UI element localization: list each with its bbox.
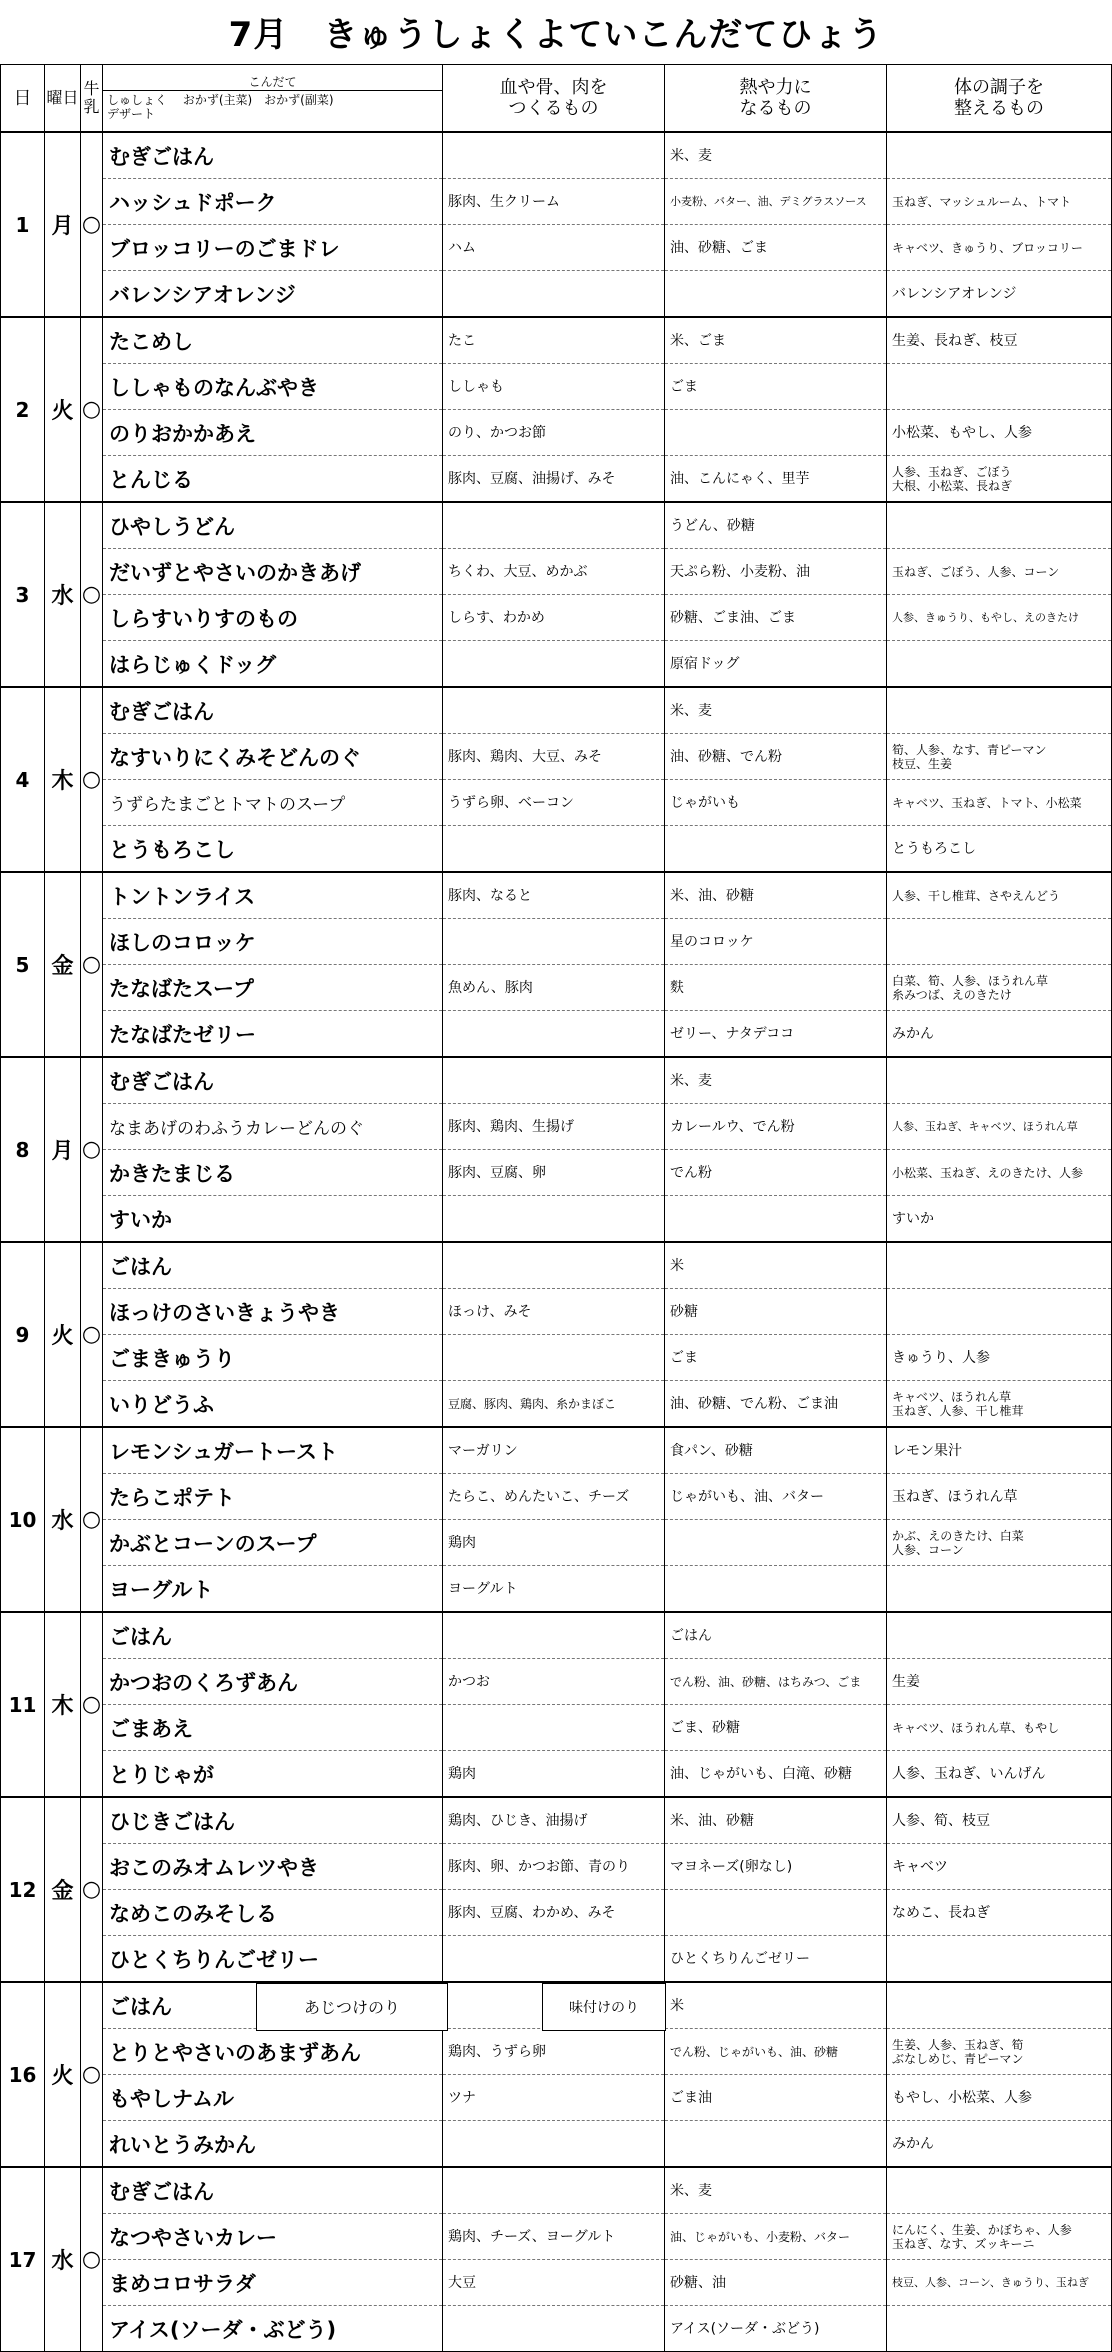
red-group-ingredients: 豆腐、豚肉、鶏肉、糸かまぼこ	[443, 1381, 665, 1428]
dish-name: はらじゅくドッグ	[103, 641, 443, 688]
weekday-cell: 水	[45, 502, 81, 687]
weekday-cell: 金	[45, 1797, 81, 1982]
green-group-ingredients: 生姜	[887, 1659, 1112, 1705]
yellow-group-ingredients: 星のコロッケ	[665, 919, 887, 965]
red-group-ingredients: 豚肉、卵、かつお節、青のり	[443, 1844, 665, 1890]
green-group-ingredients: キャベツ、ほうれん草 玉ねぎ、人参、干し椎茸	[887, 1381, 1112, 1428]
green-group-ingredients: 人参、干し椎茸、さやえんどう	[887, 872, 1112, 919]
dish-name: すいか	[103, 1196, 443, 1243]
weekday-cell: 火	[45, 317, 81, 502]
green-group-ingredients	[887, 1566, 1112, 1613]
green-group-ingredients: なめこ、長ねぎ	[887, 1890, 1112, 1936]
yellow-group-ingredients: マヨネーズ(卵なし)	[665, 1844, 887, 1890]
dish-name: ヨーグルト	[103, 1566, 443, 1613]
yellow-group-ingredients: 天ぷら粉、小麦粉、油	[665, 549, 887, 595]
weekday-cell: 月	[45, 1057, 81, 1242]
dish-name: ハッシュドポーク	[103, 179, 443, 225]
red-group-ingredients: 豚肉、生クリーム	[443, 179, 665, 225]
dish-name: まめコロサラダ	[103, 2260, 443, 2306]
dish-name: とりとやさいのあまずあん	[103, 2029, 443, 2075]
red-group-ingredients: 豚肉、豆腐、卵	[443, 1150, 665, 1196]
green-group-ingredients: バレンシアオレンジ	[887, 271, 1112, 318]
weekday-cell: 月	[45, 132, 81, 317]
menu-row	[1, 1011, 1112, 1058]
weekday-cell: 火	[45, 1982, 81, 2167]
menu-row	[1, 1751, 1112, 1798]
green-group-ingredients	[887, 364, 1112, 410]
day-cell: 2	[1, 317, 45, 502]
green-group-ingredients	[887, 1982, 1112, 2029]
day-cell: 9	[1, 1242, 45, 1427]
yellow-group-ingredients	[665, 2121, 887, 2168]
yellow-group-ingredients: 砂糖、油	[665, 2260, 887, 2306]
header-kondate-sub1: しゅしょく おかず(主菜) おかず(副菜)	[107, 93, 334, 107]
red-group-ingredients: 鶏肉、うずら卵	[443, 2029, 665, 2075]
milk-cell: ○	[81, 502, 103, 687]
green-group-ingredients	[887, 919, 1112, 965]
dish-name: かぶとコーンのスープ	[103, 1520, 443, 1566]
day-cell: 10	[1, 1427, 45, 1612]
menu-row	[1, 132, 1112, 179]
header-dow: 曜日	[45, 65, 81, 133]
dish-name: ブロッコリーのごまドレ	[103, 225, 443, 271]
milk-cell: ○	[81, 1242, 103, 1427]
red-group-ingredients	[443, 687, 665, 734]
green-group-ingredients: キャベツ	[887, 1844, 1112, 1890]
milk-cell: ○	[81, 1057, 103, 1242]
green-group-ingredients: すいか	[887, 1196, 1112, 1243]
menu-row	[1, 2121, 1112, 2168]
menu-row	[1, 2306, 1112, 2352]
milk-cell: ○	[81, 1427, 103, 1612]
milk-cell: ○	[81, 2167, 103, 2352]
red-group-ingredients: 鶏肉	[443, 1751, 665, 1798]
green-group-ingredients: 小松菜、もやし、人参	[887, 410, 1112, 456]
yellow-group-ingredients	[665, 1196, 887, 1243]
dish-name: ほっけのさいきょうやき	[103, 1289, 443, 1335]
dish-name: おこのみオムレツやき	[103, 1844, 443, 1890]
dish-name: かつおのくろずあん	[103, 1659, 443, 1705]
red-group-ingredients	[443, 1011, 665, 1058]
yellow-group-ingredients: 原宿ドッグ	[665, 641, 887, 688]
green-group-ingredients: 玉ねぎ、マッシュルーム、トマト	[887, 179, 1112, 225]
green-group-ingredients	[887, 2167, 1112, 2214]
green-group-ingredients: 生姜、長ねぎ、枝豆	[887, 317, 1112, 364]
menu-row	[1, 687, 1112, 734]
red-group-ingredients	[443, 1335, 665, 1381]
red-group-ingredients: ほっけ、みそ	[443, 1289, 665, 1335]
dish-name: むぎごはん	[103, 1057, 443, 1104]
menu-row	[1, 2214, 1112, 2260]
yellow-group-ingredients: 小麦粉、バター、油、デミグラスソース	[665, 179, 887, 225]
green-group-ingredients: キャベツ、ほうれん草、もやし	[887, 1705, 1112, 1751]
dish-name: たらこポテト	[103, 1474, 443, 1520]
red-group-ingredients: 大豆	[443, 2260, 665, 2306]
dish-name: とりじゃが	[103, 1751, 443, 1798]
menu-row	[1, 1844, 1112, 1890]
red-group-ingredients	[443, 2306, 665, 2352]
menu-row	[1, 2075, 1112, 2121]
red-group-ingredients	[443, 1196, 665, 1243]
menu-row	[1, 1289, 1112, 1335]
yellow-group-ingredients: 砂糖、ごま油、ごま	[665, 595, 887, 641]
menu-row	[1, 364, 1112, 410]
yellow-group-ingredients: 米、麦	[665, 2167, 887, 2214]
dish-name: なすいりにくみそどんのぐ	[103, 734, 443, 780]
yellow-group-ingredients: ひとくちりんごゼリー	[665, 1936, 887, 1983]
menu-row	[1, 1890, 1112, 1936]
green-group-ingredients: キャベツ、玉ねぎ、トマト、小松菜	[887, 780, 1112, 826]
red-group-ingredients	[443, 2167, 665, 2214]
red-group-ingredients: 魚めん、豚肉	[443, 965, 665, 1011]
yellow-group-ingredients: ゼリー、ナタデココ	[665, 1011, 887, 1058]
green-group-ingredients	[887, 1936, 1112, 1983]
header-kondate-sub2: デザート	[107, 107, 156, 121]
yellow-group-ingredients: アイス(ソーダ・ぶどう)	[665, 2306, 887, 2352]
dish-name: とんじる	[103, 456, 443, 503]
red-group-ingredients: ハム	[443, 225, 665, 271]
dish-name: ごはん	[103, 1982, 443, 2029]
green-group-ingredients	[887, 502, 1112, 549]
menu-row	[1, 179, 1112, 225]
dish-name: かきたまじる	[103, 1150, 443, 1196]
yellow-group-ingredients	[665, 1566, 887, 1613]
dish-name: トントンライス	[103, 872, 443, 919]
menu-row	[1, 965, 1112, 1011]
milk-cell: ○	[81, 1612, 103, 1797]
red-group-ingredients: かつお	[443, 1659, 665, 1705]
green-group-ingredients: 人参、きゅうり、もやし、えのきたけ	[887, 595, 1112, 641]
yellow-group-ingredients: 米、麦	[665, 132, 887, 179]
yellow-group-ingredients: 米、油、砂糖	[665, 872, 887, 919]
dish-name: しらすいりすのもの	[103, 595, 443, 641]
menu-row	[1, 2167, 1112, 2214]
dish-name: たなばたスープ	[103, 965, 443, 1011]
red-group-ingredients: ヨーグルト	[443, 1566, 665, 1613]
yellow-group-ingredients: でん粉、じゃがいも、油、砂糖	[665, 2029, 887, 2075]
yellow-group-ingredients: 麩	[665, 965, 887, 1011]
dish-name: ごまきゅうり	[103, 1335, 443, 1381]
yellow-group-ingredients: 米、油、砂糖	[665, 1797, 887, 1844]
yellow-group-ingredients: ごま油	[665, 2075, 887, 2121]
milk-cell: ○	[81, 132, 103, 317]
yellow-group-ingredients: ごま	[665, 1335, 887, 1381]
menu-row	[1, 2029, 1112, 2075]
menu-row	[1, 225, 1112, 271]
green-group-ingredients: 人参、玉ねぎ、キャベツ、ほうれん草	[887, 1104, 1112, 1150]
green-group-ingredients: 白菜、筍、人参、ほうれん草 糸みつば、えのきたけ	[887, 965, 1112, 1011]
header-red-group: 血や骨、肉を つくるもの	[443, 65, 665, 133]
yellow-group-ingredients: うどん、砂糖	[665, 502, 887, 549]
yellow-group-ingredients: じゃがいも	[665, 780, 887, 826]
menu-row	[1, 456, 1112, 503]
yellow-group-ingredients: 米、麦	[665, 1057, 887, 1104]
dish-name: もやしナムル	[103, 2075, 443, 2121]
menu-row	[1, 1566, 1112, 1613]
menu-row	[1, 1659, 1112, 1705]
day-cell: 12	[1, 1797, 45, 1982]
green-group-ingredients: キャベツ、きゅうり、ブロッコリー	[887, 225, 1112, 271]
green-group-ingredients	[887, 1057, 1112, 1104]
menu-row	[1, 826, 1112, 873]
yellow-group-ingredients: 油、砂糖、ごま	[665, 225, 887, 271]
red-group-ingredients	[443, 2121, 665, 2168]
green-group-ingredients: 枝豆、人参、コーン、きゅうり、玉ねぎ	[887, 2260, 1112, 2306]
green-group-ingredients: かぶ、えのきたけ、白菜 人参、コーン	[887, 1520, 1112, 1566]
yellow-group-ingredients	[665, 1520, 887, 1566]
red-group-ingredients	[443, 502, 665, 549]
yellow-group-ingredients: カレールウ、でん粉	[665, 1104, 887, 1150]
weekday-cell: 火	[45, 1242, 81, 1427]
day-cell: 3	[1, 502, 45, 687]
green-group-ingredients	[887, 687, 1112, 734]
green-group-ingredients: もやし、小松菜、人参	[887, 2075, 1112, 2121]
weekday-cell: 木	[45, 1612, 81, 1797]
yellow-group-ingredients	[665, 826, 887, 873]
menu-row	[1, 1797, 1112, 1844]
menu-row	[1, 1057, 1112, 1104]
header-kondate	[103, 65, 443, 133]
menu-row	[1, 734, 1112, 780]
dish-name: だいずとやさいのかきあげ	[103, 549, 443, 595]
yellow-group-ingredients	[665, 410, 887, 456]
menu-row	[1, 1612, 1112, 1659]
red-group-ingredients: ツナ	[443, 2075, 665, 2121]
yellow-group-ingredients: 油、じゃがいも、小麦粉、バター	[665, 2214, 887, 2260]
dish-name: なまあげのわふうカレーどんのぐ	[103, 1104, 443, 1150]
milk-cell: ○	[81, 317, 103, 502]
red-group-ingredients: 豚肉、豆腐、わかめ、みそ	[443, 1890, 665, 1936]
header-day: 日	[1, 65, 45, 133]
green-group-ingredients: 玉ねぎ、ほうれん草	[887, 1474, 1112, 1520]
menu-row	[1, 1335, 1112, 1381]
milk-cell: ○	[81, 687, 103, 872]
yellow-group-ingredients: ごま、砂糖	[665, 1705, 887, 1751]
red-group-ingredients: しらす、わかめ	[443, 595, 665, 641]
header-row	[1, 65, 1112, 133]
red-group-ingredients: うずら卵、ベーコン	[443, 780, 665, 826]
yellow-group-ingredients: 砂糖	[665, 1289, 887, 1335]
day-cell: 17	[1, 2167, 45, 2352]
day-cell: 4	[1, 687, 45, 872]
dish-name: ほしのコロッケ	[103, 919, 443, 965]
green-group-ingredients	[887, 641, 1112, 688]
day-cell: 5	[1, 872, 45, 1057]
yellow-group-ingredients: 食パン、砂糖	[665, 1427, 887, 1474]
menu-row	[1, 780, 1112, 826]
red-group-ingredients	[443, 641, 665, 688]
menu-row	[1, 1474, 1112, 1520]
yellow-group-ingredients: 油、じゃがいも、白滝、砂糖	[665, 1751, 887, 1798]
green-group-ingredients: にんにく、生姜、かぼちゃ、人参 玉ねぎ、なす、ズッキーニ	[887, 2214, 1112, 2260]
header-green-group: 体の調子を 整えるもの	[887, 65, 1112, 133]
menu-row	[1, 1150, 1112, 1196]
weekday-cell: 水	[45, 1427, 81, 1612]
yellow-group-ingredients: 油、砂糖、でん粉、ごま油	[665, 1381, 887, 1428]
nori-label-box: あじつけのり	[256, 1983, 448, 2031]
menu-row	[1, 919, 1112, 965]
red-group-ingredients	[443, 1936, 665, 1983]
yellow-group-ingredients	[665, 1890, 887, 1936]
dish-name: のりおかかあえ	[103, 410, 443, 456]
red-group-ingredients	[443, 271, 665, 318]
dish-name: レモンシュガートースト	[103, 1427, 443, 1474]
red-group-ingredients: 豚肉、鶏肉、生揚げ	[443, 1104, 665, 1150]
yellow-group-ingredients: 米	[665, 1982, 887, 2029]
yellow-group-ingredients: 油、こんにゃく、里芋	[665, 456, 887, 503]
red-group-ingredients: マーガリン	[443, 1427, 665, 1474]
dish-name: むぎごはん	[103, 132, 443, 179]
red-group-ingredients: 豚肉、鶏肉、大豆、みそ	[443, 734, 665, 780]
menu-row	[1, 595, 1112, 641]
menu-row	[1, 317, 1112, 364]
menu-row	[1, 1196, 1112, 1243]
menu-row	[1, 2260, 1112, 2306]
green-group-ingredients: とうもろこし	[887, 826, 1112, 873]
milk-cell: ○	[81, 872, 103, 1057]
menu-row	[1, 1705, 1112, 1751]
green-group-ingredients: 人参、筍、枝豆	[887, 1797, 1112, 1844]
green-group-ingredients: 玉ねぎ、ごぼう、人参、コーン	[887, 549, 1112, 595]
dish-name: むぎごはん	[103, 2167, 443, 2214]
dish-name: バレンシアオレンジ	[103, 271, 443, 318]
menu-row	[1, 872, 1112, 919]
red-group-ingredients: のり、かつお節	[443, 410, 665, 456]
header-kondate-title: こんだて	[103, 75, 442, 91]
green-group-ingredients	[887, 132, 1112, 179]
red-group-ingredients	[443, 1057, 665, 1104]
dish-name: アイス(ソーダ・ぶどう)	[103, 2306, 443, 2352]
yellow-group-ingredients	[665, 271, 887, 318]
green-group-ingredients	[887, 1289, 1112, 1335]
dish-name: ごはん	[103, 1242, 443, 1289]
dish-name: うずらたまごとトマトのスープ	[103, 780, 443, 826]
menu-row	[1, 1104, 1112, 1150]
green-group-ingredients: 生姜、人参、玉ねぎ、筍 ぶなしめじ、青ピーマン	[887, 2029, 1112, 2075]
red-group-ingredients: 豚肉、豆腐、油揚げ、みそ	[443, 456, 665, 503]
red-group-ingredients	[443, 132, 665, 179]
red-group-ingredients: ししゃも	[443, 364, 665, 410]
yellow-group-ingredients: 米、麦	[665, 687, 887, 734]
green-group-ingredients: 筍、人参、なす、青ピーマン 枝豆、生姜	[887, 734, 1112, 780]
menu-row	[1, 271, 1112, 318]
menu-row	[1, 1381, 1112, 1428]
green-group-ingredients: レモン果汁	[887, 1427, 1112, 1474]
green-group-ingredients: 小松菜、玉ねぎ、えのきたけ、人参	[887, 1150, 1112, 1196]
dish-name: なつやさいカレー	[103, 2214, 443, 2260]
milk-cell: ○	[81, 1797, 103, 1982]
green-group-ingredients: きゅうり、人参	[887, 1335, 1112, 1381]
dish-name: ごはん	[103, 1612, 443, 1659]
menu-row	[1, 1427, 1112, 1474]
menu-row	[1, 1936, 1112, 1983]
menu-row	[1, 502, 1112, 549]
weekday-cell: 金	[45, 872, 81, 1057]
red-group-ingredients: 鶏肉、チーズ、ヨーグルト	[443, 2214, 665, 2260]
weekday-cell: 木	[45, 687, 81, 872]
red-group-ingredients: ちくわ、大豆、めかぶ	[443, 549, 665, 595]
dish-name: ひやしうどん	[103, 502, 443, 549]
yellow-group-ingredients: じゃがいも、油、バター	[665, 1474, 887, 1520]
green-group-ingredients	[887, 1242, 1112, 1289]
green-group-ingredients: 人参、玉ねぎ、ごぼう 大根、小松菜、長ねぎ	[887, 456, 1112, 503]
milk-cell: ○	[81, 1982, 103, 2167]
green-group-ingredients: 人参、玉ねぎ、いんげん	[887, 1751, 1112, 1798]
yellow-group-ingredients: ごま	[665, 364, 887, 410]
red-group-ingredients	[443, 1705, 665, 1751]
dish-name: ししゃものなんぶやき	[103, 364, 443, 410]
green-group-ingredients: みかん	[887, 1011, 1112, 1058]
page-title: 7月 きゅうしょくよていこんだてひょう	[228, 14, 884, 55]
day-cell: 11	[1, 1612, 45, 1797]
red-group-ingredients: 鶏肉	[443, 1520, 665, 1566]
green-group-ingredients: みかん	[887, 2121, 1112, 2168]
red-group-ingredients: たらこ、めんたいこ、チーズ	[443, 1474, 665, 1520]
dish-name: ひじきごはん	[103, 1797, 443, 1844]
dish-name: むぎごはん	[103, 687, 443, 734]
red-group-ingredients	[443, 826, 665, 873]
red-group-ingredients	[443, 919, 665, 965]
dish-name: れいとうみかん	[103, 2121, 443, 2168]
dish-name: たこめし	[103, 317, 443, 364]
green-group-ingredients	[887, 1612, 1112, 1659]
red-group-ingredients	[443, 1242, 665, 1289]
menu-row	[1, 1520, 1112, 1566]
yellow-group-ingredients: でん粉	[665, 1150, 887, 1196]
nori-product-box: 味付けのり	[542, 1983, 666, 2031]
yellow-group-ingredients: ごはん	[665, 1612, 887, 1659]
dish-name: ごまあえ	[103, 1705, 443, 1751]
dish-name: いりどうふ	[103, 1381, 443, 1428]
weekday-cell: 水	[45, 2167, 81, 2352]
menu-row	[1, 641, 1112, 688]
header-yellow-group: 熱や力に なるもの	[665, 65, 887, 133]
yellow-group-ingredients: 米	[665, 1242, 887, 1289]
green-group-ingredients	[887, 2306, 1112, 2352]
dish-name: とうもろこし	[103, 826, 443, 873]
menu-row	[1, 549, 1112, 595]
menu-row	[1, 1242, 1112, 1289]
yellow-group-ingredients: 油、砂糖、でん粉	[665, 734, 887, 780]
red-group-ingredients: たこ	[443, 317, 665, 364]
header-milk: 牛乳	[81, 65, 103, 133]
day-cell: 8	[1, 1057, 45, 1242]
yellow-group-ingredients: 米、ごま	[665, 317, 887, 364]
red-group-ingredients: 豚肉、なると	[443, 872, 665, 919]
dish-name: ひとくちりんごゼリー	[103, 1936, 443, 1983]
day-cell: 1	[1, 132, 45, 317]
dish-name: なめこのみそしる	[103, 1890, 443, 1936]
dish-name: たなばたゼリー	[103, 1011, 443, 1058]
day-cell: 16	[1, 1982, 45, 2167]
yellow-group-ingredients: でん粉、油、砂糖、はちみつ、ごま	[665, 1659, 887, 1705]
menu-row	[1, 410, 1112, 456]
red-group-ingredients	[443, 1612, 665, 1659]
red-group-ingredients: 鶏肉、ひじき、油揚げ	[443, 1797, 665, 1844]
